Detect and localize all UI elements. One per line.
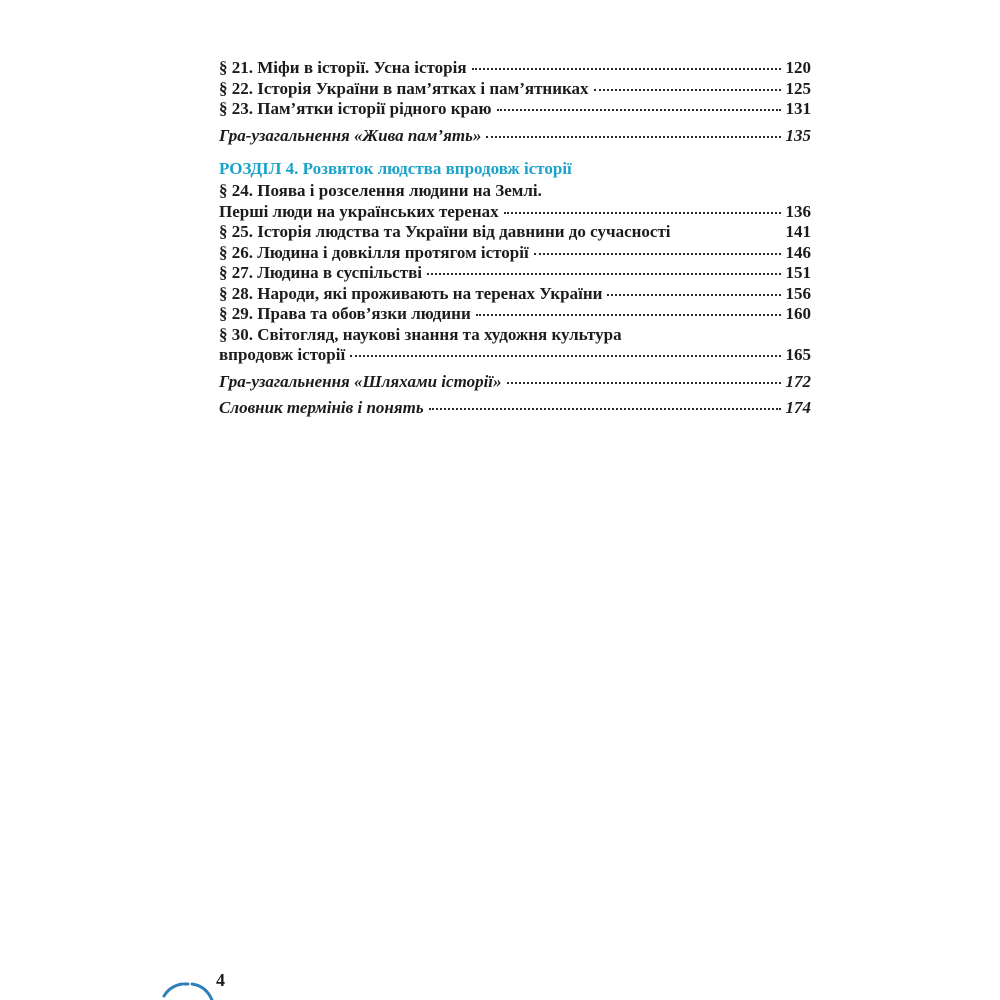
- toc-entry-28[interactable]: [219, 284, 811, 305]
- toc-entry-page: 141: [785, 222, 811, 241]
- toc-entry-page: 156: [785, 283, 811, 303]
- toc-entry-title: § 29. Права та обов’язки людини: [219, 304, 471, 323]
- toc-entry-page: 174: [785, 398, 811, 417]
- toc-entry-page: 146: [785, 242, 811, 262]
- toc-entry-title: § 26. Людина і довкілля протягом історії: [219, 242, 529, 262]
- toc-entry-27[interactable]: [219, 263, 811, 284]
- toc-entry-page: 125: [785, 78, 811, 98]
- toc-entry-29[interactable]: [219, 304, 811, 325]
- toc-entry-title: § 24. Поява і розселення людини на Землі.: [219, 181, 542, 200]
- toc-entry-page: 165: [785, 345, 811, 364]
- toc-entry-title: § 22. Історія України в пам’ятках і пам’ятниках: [219, 78, 589, 98]
- toc-entry-title: впродовж історії: [219, 345, 346, 364]
- toc-entry-30-line-2[interactable]: [219, 345, 811, 366]
- dot-leader: [534, 249, 781, 255]
- decorative-corner-mark-icon: [160, 972, 220, 1000]
- toc-entry-title: Гра-узагальнення «Жива пам’ять»: [219, 125, 482, 145]
- page-number: 4: [216, 970, 225, 990]
- toc-entry-23[interactable]: [219, 99, 811, 120]
- dot-leader: [472, 64, 781, 70]
- toc-entry-page: 151: [785, 263, 811, 282]
- toc-entry-24-line-1[interactable]: [219, 181, 811, 202]
- toc-entry-page: 172: [785, 371, 811, 391]
- toc-entry-25[interactable]: [219, 222, 811, 243]
- toc-entry-game-1[interactable]: [219, 126, 811, 147]
- toc-entry-page: 136: [785, 201, 811, 221]
- toc-entry-title: § 21. Міфи в історії. Усна історія: [219, 58, 467, 77]
- dot-leader: [486, 132, 780, 138]
- dot-leader: [497, 105, 781, 111]
- toc-entry-title: Словник термінів і понять: [219, 398, 424, 417]
- toc-entry-26[interactable]: [219, 243, 811, 264]
- toc-entry-game-2[interactable]: [219, 372, 811, 393]
- dot-leader: [507, 378, 781, 384]
- dot-leader: [427, 269, 781, 275]
- toc-entry-21[interactable]: [219, 58, 811, 79]
- toc-entry-title: § 28. Народи, які проживають на теренах України: [219, 283, 603, 303]
- section-4-heading[interactable]: РОЗДІЛ 4. Розвиток людства впродовж історії: [219, 159, 572, 178]
- toc-entry-title: § 30. Світогляд, наукові знання та художня культура: [219, 324, 622, 344]
- toc-entry-title: § 27. Людина в суспільстві: [219, 263, 422, 282]
- toc-entry-page: 120: [785, 58, 811, 77]
- toc-entry-24-line-2[interactable]: [219, 202, 811, 223]
- toc-entry-page: 135: [785, 125, 811, 145]
- dot-leader: [429, 404, 781, 410]
- toc-entry-title: § 23. Пам’ятки історії рідного краю: [219, 99, 492, 118]
- toc-entry-title: § 25. Історія людства та України від давнини до сучасності: [219, 222, 671, 241]
- toc-entry-page: 160: [785, 304, 811, 323]
- toc-entry-glossary[interactable]: [219, 398, 811, 419]
- dot-leader: [504, 208, 781, 214]
- table-of-contents: [219, 58, 811, 419]
- toc-entry-30-line-1[interactable]: [219, 325, 811, 346]
- toc-entry-title: Перші люди на українських теренах: [219, 201, 499, 221]
- dot-leader: [476, 310, 781, 316]
- toc-entry-22[interactable]: [219, 79, 811, 100]
- dot-leader: [607, 290, 780, 296]
- toc-entry-title: Гра-узагальнення «Шляхами історії»: [219, 371, 502, 391]
- dot-leader: [350, 351, 780, 357]
- dot-leader: [594, 85, 781, 91]
- toc-entry-page: 131: [785, 99, 811, 118]
